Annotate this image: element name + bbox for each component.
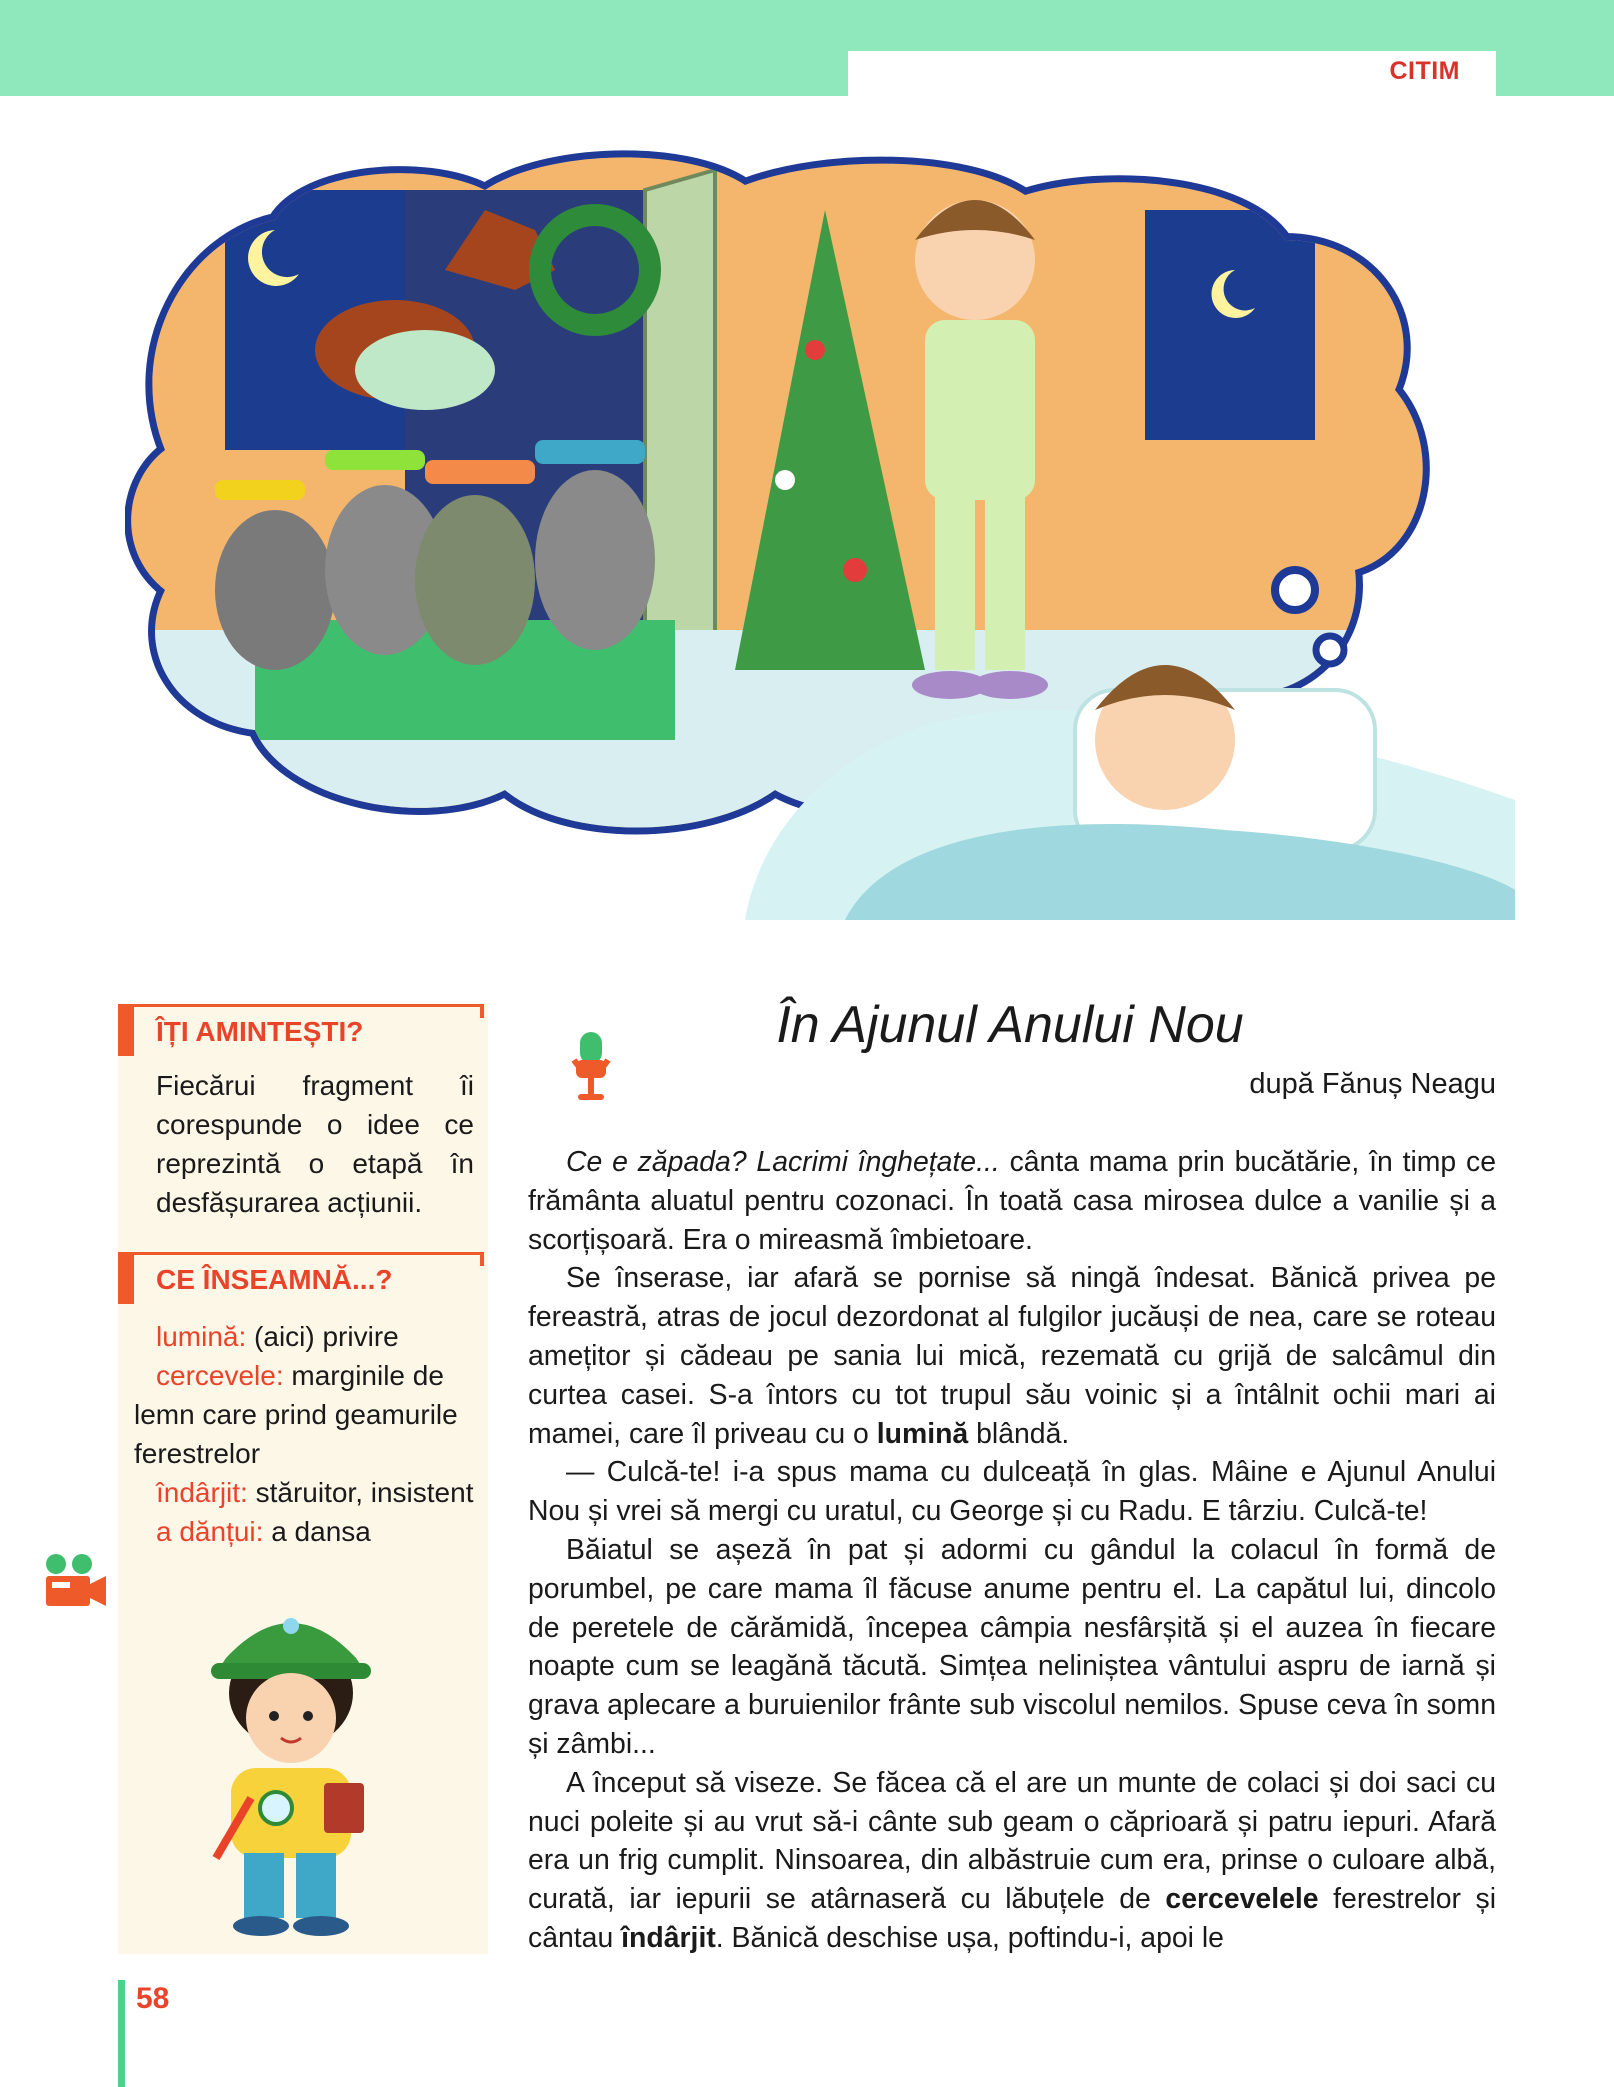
glossary-item	[134, 1473, 484, 1512]
section-tab	[848, 51, 1496, 96]
remember-header	[118, 1004, 488, 1056]
window-right	[1145, 210, 1315, 440]
glossary-word: îndârjit	[621, 1921, 716, 1954]
remember-tick	[480, 1004, 484, 1018]
page-edge-rule	[118, 1980, 125, 2087]
glossary-term: lumină:	[156, 1321, 247, 1352]
story-paragraph	[528, 1143, 1496, 1259]
section-label: CITIM	[1389, 57, 1460, 85]
movie-camera-icon	[42, 1552, 108, 1614]
remember-title: ÎȚI AMINTEȘTI?	[156, 1016, 364, 1047]
glossary	[134, 1317, 484, 1551]
paragraph-text: ferestrelor și cântau	[528, 1883, 1497, 1954]
glossary-definition: (aici) privire	[246, 1321, 399, 1352]
meaning-header	[118, 1252, 488, 1304]
child-reader-illustration	[196, 1598, 382, 1940]
meaning-title: CE ÎNSEAMNĂ...?	[156, 1264, 393, 1295]
glossary-definition: a dansa	[263, 1516, 371, 1547]
story-paragraph	[528, 1764, 1496, 1958]
song-lyric: Ce e zăpada? Lacrimi înghețate...	[566, 1146, 1000, 1178]
story-paragraph	[528, 1259, 1496, 1453]
glossary-item	[134, 1512, 484, 1551]
page-number: 58	[136, 1982, 170, 2015]
story-title: În Ajunul Anului Nou	[776, 996, 1244, 1054]
glossary-item	[134, 1356, 484, 1473]
paragraph-text: A început să viseze. Se făcea că el are un munte de colaci și doi saci cu nuci poleite și au vrut să-i cânte sub geam o căprioară și patru iepuri. Afară era un frig cumplit. Ninsoarea, din albăstruie cum era, prinse o culoare albă, curată, iar iepurii se atârnaseră cu lăbuțele de	[528, 1766, 1496, 1916]
microphone-icon	[566, 1030, 616, 1106]
dream-illustration	[125, 150, 1515, 920]
remember-line	[134, 1004, 484, 1007]
paragraph-text: cânta mama prin bucătărie, în timp ce frământa aluatul pentru cozonaci. În toată casa mirosea dulce a vanilie și a scorțișoară. Era o mireasmă îmbietoare.	[528, 1146, 1496, 1256]
glossary-word: cercevelele	[1165, 1883, 1319, 1916]
meaning-line	[134, 1252, 484, 1255]
glossary-term: îndârjit:	[156, 1477, 248, 1508]
story-body	[528, 1143, 1496, 1958]
glossary-item	[134, 1317, 484, 1356]
story-paragraph: Băiatul se așeză în pat și adormi cu gândul la colacul în formă de porumbel, pe care mama îl făcuse anume pentru el. La capătul lui, dincolo de peretele de cărămidă, începea câmpia nesfârșită și el auzea în fiecare noapte cum se leagănă tăcută. Simțea neliniștea vântului aspru de iarnă și grava aplecare a buruienilor frânte sub viscolul nemilos. Spuse ceva în somn și zâmbi...	[528, 1533, 1496, 1760]
meaning-bar	[118, 1252, 134, 1304]
glossary-definition: stăruitor, insistent	[247, 1477, 474, 1508]
meaning-tick	[480, 1252, 484, 1266]
remember-text: Fiecărui fragment îi corespunde o idee ce reprezintă o etapă în desfășurarea acțiunii.	[156, 1070, 474, 1218]
paragraph-text: Se înserase, iar afară se pornise să ningă îndesat. Bănică privea pe fereastră, atras de jocul dezordonat al fulgilor jucăuși de nea, care se roteau amețitor și cădeau pe sania lui mică, rezemată cu grijă de salcâmul din curtea casei. S-a întors cu tot trupul său voinic și a întâlnit ochii mari ai mamei, care îl priveau cu o	[528, 1262, 1496, 1450]
paragraph-text: blândă.	[968, 1417, 1070, 1450]
glossary-term: cercevele:	[156, 1360, 284, 1391]
paragraph-text: . Bănică deschise ușa, poftindu-i, apoi le	[715, 1921, 1224, 1954]
remember-bar	[118, 1004, 134, 1056]
glossary-definition: marginile de lemn care prind geamurile ferestrelor	[134, 1360, 458, 1469]
story-author: după Fănuș Neagu	[1249, 1068, 1496, 1100]
story-paragraph: — Culcă-te! i-a spus mama cu dulceață în glas. Mâine e Ajunul Anului Nou și vrei să mergi cu uratul, cu George și cu Radu. E târziu. Culcă-te!	[528, 1456, 1496, 1528]
glossary-term: a dănțui:	[156, 1516, 264, 1547]
glossary-word: lumină	[876, 1417, 969, 1450]
